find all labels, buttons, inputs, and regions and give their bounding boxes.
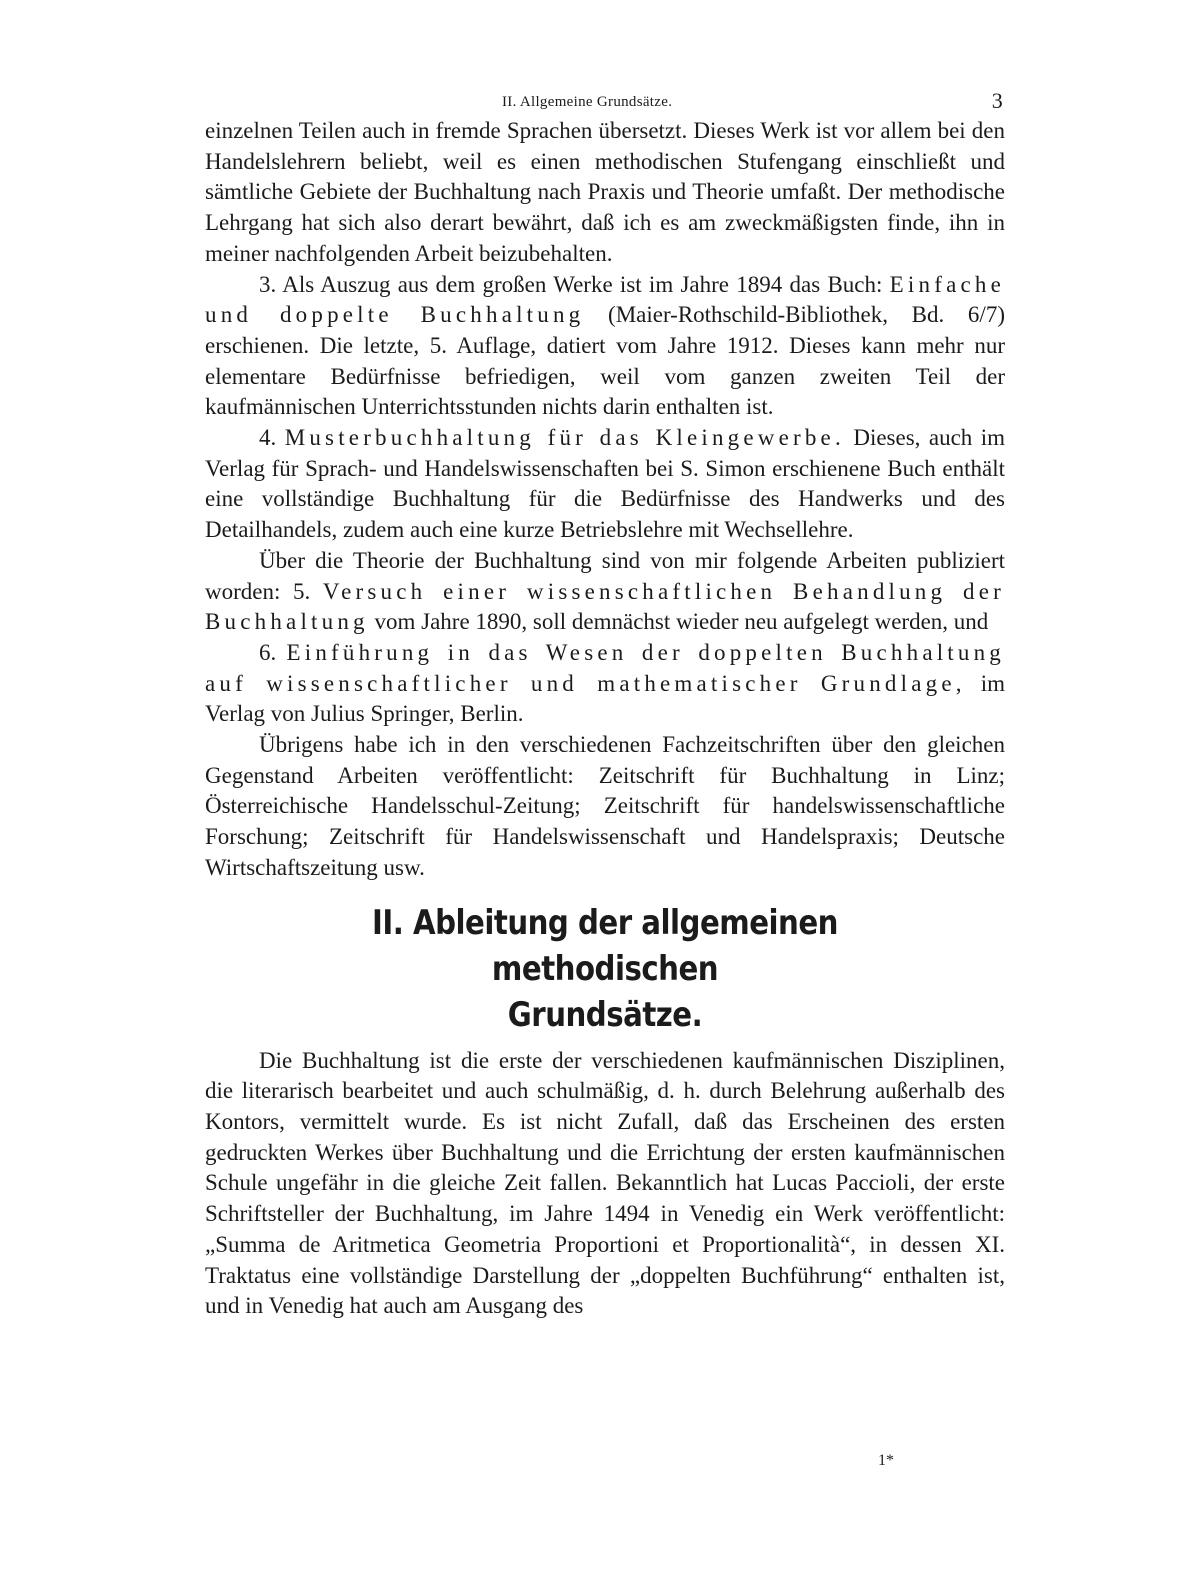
page-number: 3: [991, 88, 1003, 113]
body-text: [205, 1046, 1005, 1322]
paragraph-text: (Maier-Rothschild-Bibliothek, Bd. 6/7) erschienen. Die letzte, 5. Auflage, datiert vom Jahre 1912. Dieses kann mehr nur elementare Bedürfnisse befriedigen, weil vom ganzen zweiten Teil der kaufmännischen Unterrichtsstunden nichts darin enthalten ist.: [205, 302, 1005, 420]
paragraph-text: 4.: [259, 425, 285, 451]
paragraph-text: 6.: [259, 639, 287, 665]
paragraph-text: im Verlag von Julius Springer, Berlin.: [205, 670, 1005, 727]
paragraph-text: vom Jahre 1890, soll demnächst wieder neu aufgelegt werden, und: [368, 609, 989, 635]
paragraph: einzelnen Teilen auch in fremde Sprachen übersetzt. Dieses Werk ist vor allem bei den Handelslehrern beliebt, weil es einen methodischen Stufengang einschließt und sämtliche Gebiete der Buchhaltung nach Praxis und Theorie umfaßt. Der methodische Lehrgang hat sich also derart bewährt, daß ich es am zweckmäßigsten finde, ihn in meiner nachfolgenden Arbeit beizubehalten.: [205, 118, 1005, 266]
book-title: Einführung in das Wesen der doppelten Buchhaltung auf wissenschaftlicher und mathematischer Grundlage,: [205, 639, 1006, 696]
paragraph-text: Dieses, auch im Verlag für Sprach- und Handelswissenschaften bei S. Simon erschienene Buch enthält eine vollständige Buchhaltung für die Bedürfnisse des Handwerks und des Detailhandels, zudem auch eine kurze Betriebslehre mit Wechsellehre.: [205, 425, 1005, 543]
running-head: [205, 86, 1005, 116]
paragraph: [205, 423, 1005, 546]
book-title: Einfache und doppelte Buchhaltung: [205, 271, 1005, 328]
book-page: [205, 86, 1005, 1322]
chapter-heading: [261, 900, 949, 1038]
chapter-heading-line: Grundsätze.: [507, 994, 703, 1035]
book-title: Versuch einer wissenschaftlichen Behandlung der Buchhaltung: [205, 578, 1005, 635]
paragraph: [205, 546, 1005, 638]
paragraph-text: 3. Als Auszug aus dem großen Werke ist im Jahre 1894 das Buch:: [259, 271, 890, 297]
signature-mark: 1*: [878, 1452, 894, 1469]
paragraph: Übrigens habe ich in den verschiedenen Fachzeitschriften über den gleichen Gegenstand Arbeiten veröffentlicht: Zeitschrift für Buchhaltung in Linz; Österreichische Handelsschul-Zeitung; Zeitschrift für handelswissenschaftliche Forschung; Zeitschrift für Handelswissenschaft und Handelspraxis; Deutsche Wirtschaftszeitung usw.: [205, 732, 1005, 880]
paragraph: Die Buchhaltung ist die erste der verschiedenen kaufmännischen Disziplinen, die literarisch bearbeitet und auch schulmäßig, d. h. durch Belehrung außerhalb des Kontors, vermittelt wurde. Es ist nicht Zufall, daß das Erscheinen des ersten gedruckten Werkes über Buchhaltung und die Errichtung der ersten kaufmännischen Schule ungefähr in die gleiche Zeit fallen. Bekanntlich hat Lucas Paccioli, der erste Schriftsteller der Buchhaltung, im Jahre 1494 in Venedig ein Werk veröffentlicht: „Summa de Aritmetica Geometria Proportioni et Proportionalità“, in dessen XI. Traktatus eine vollständige Darstellung der „doppelten Buchführung“ enthalten ist, und in Venedig hat auch am Ausgang des: [205, 1047, 1005, 1319]
paragraph-text: Über die Theorie der Buchhaltung sind von mir folgende Arbeiten publiziert worden: 5.: [205, 547, 1005, 604]
running-head-title: II. Allgemeine Grundsätze.: [502, 94, 673, 110]
chapter-heading-line: II. Ableitung der allgemeinen methodischen: [372, 902, 838, 989]
body-text: [205, 116, 1005, 884]
book-title: Musterbuchhaltung für das Kleingewerbe.: [284, 425, 845, 451]
paragraph: [205, 270, 1005, 424]
paragraph: [205, 638, 1005, 730]
